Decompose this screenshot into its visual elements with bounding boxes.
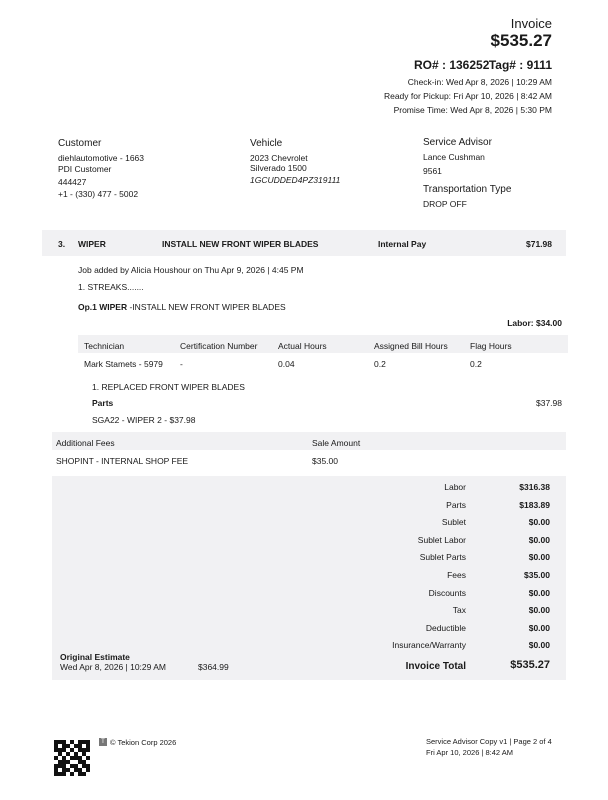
totals-value: $0.00: [528, 622, 550, 633]
totals-value: $0.00: [528, 534, 550, 545]
tekion-logo-icon: T: [99, 738, 107, 746]
fees-header-band: [52, 432, 566, 450]
totals-label: Insurance/Warranty: [392, 640, 466, 651]
fees-heading: Additional Fees: [56, 438, 115, 448]
advisor-name: Lance Cushman: [423, 152, 485, 162]
fees-amount-heading: Sale Amount: [312, 438, 361, 448]
totals-label: Parts: [446, 499, 466, 510]
vehicle-year-make: 2023 Chevrolet: [250, 153, 308, 163]
footer-copyright: © Tekion Corp 2026: [110, 738, 177, 747]
totals-value: $183.89: [519, 499, 550, 510]
promise-time: Promise Time: Wed Apr 8, 2026 | 5:30 PM: [393, 105, 552, 115]
vehicle-heading: Vehicle: [250, 138, 283, 149]
totals-panel: [52, 476, 566, 680]
td-actual-hours: 0.04: [278, 359, 295, 369]
totals-label: Fees: [447, 570, 466, 580]
totals-value: $316.38: [519, 482, 550, 492]
totals-value: $0.00: [528, 552, 550, 563]
totals-value: $0.00: [528, 605, 550, 616]
operation-code: Op.1 WIPER: [78, 302, 128, 312]
ro-number: RO# : 136252: [414, 58, 490, 72]
footer-copy-info: Service Advisor Copy v1 | Page 2 of 4: [426, 737, 552, 746]
advisor-heading: Service Advisor: [423, 137, 492, 148]
transport-type: DROP OFF: [423, 199, 467, 209]
ready-time: Ready for Pickup: Fri Apr 10, 2026 | 8:42 AM: [383, 91, 552, 101]
operation-line: [78, 302, 286, 312]
totals-label: Sublet Labor: [417, 534, 466, 545]
job-description: INSTALL NEW FRONT WIPER BLADES: [162, 239, 319, 249]
job-pay-type: Internal Pay: [378, 239, 427, 249]
invoice-total-label: Invoice Total: [405, 661, 466, 672]
advisor-number: 9561: [423, 166, 442, 176]
job-added-by: Job added by Alicia Houshour on Thu Apr 9, 2026 | 4:45 PM: [78, 265, 304, 275]
parts-heading: Parts: [92, 398, 114, 408]
customer-id: 444427: [58, 177, 87, 187]
fee-amount: $35.00: [312, 456, 338, 466]
totals-label: Deductible: [425, 622, 466, 633]
parts-amount: $37.98: [536, 398, 562, 408]
fee-line: SHOPINT - INTERNAL SHOP FEE: [56, 456, 189, 466]
totals-label: Sublet Parts: [419, 552, 466, 563]
labor-amount: Labor: $34.00: [507, 318, 562, 328]
job-correction: 1. REPLACED FRONT WIPER BLADES: [92, 382, 245, 392]
totals-value: $0.00: [528, 517, 550, 528]
part-line: SGA22 - WIPER 2 - $37.98: [92, 415, 196, 425]
th-certification: Certification Number: [180, 341, 258, 351]
td-assigned-hours: 0.2: [374, 359, 386, 369]
estimate-date: Wed Apr 8, 2026 | 10:29 AM: [60, 662, 167, 672]
checkin-time: Check-in: Wed Apr 8, 2026 | 10:29 AM: [407, 77, 552, 87]
vehicle-vin: 1GCUDDED4PZ319111: [250, 175, 341, 185]
invoice-total-value: $535.27: [510, 659, 550, 671]
th-flag-hours: Flag Hours: [470, 341, 512, 351]
totals-label: Sublet: [441, 517, 466, 528]
customer-phone: +1 - (330) 477 - 5002: [58, 189, 139, 199]
customer-type: PDI Customer: [58, 164, 112, 174]
totals-label: Labor: [444, 482, 466, 492]
td-flag-hours: 0.2: [470, 359, 482, 369]
estimate-amount: $364.99: [198, 662, 229, 672]
customer-name: diehlautomotive - 1663: [58, 153, 145, 163]
customer-heading: Customer: [58, 138, 102, 149]
totals-label: Tax: [452, 605, 466, 616]
th-technician: Technician: [84, 341, 125, 351]
doc-title: Invoice: [510, 16, 552, 31]
operation-description: -INSTALL NEW FRONT WIPER BLADES: [127, 302, 286, 312]
footer-date: Fri Apr 10, 2026 | 8:42 AM: [426, 748, 513, 757]
qr-code-icon: [54, 740, 90, 776]
td-technician: Mark Stamets - 5979: [84, 359, 163, 369]
job-number: 3.: [58, 239, 66, 249]
job-amount: $71.98: [526, 239, 552, 249]
totals-value: $35.00: [524, 570, 550, 580]
transport-heading: Transportation Type: [423, 184, 512, 195]
job-code: WIPER: [78, 239, 106, 249]
th-actual-hours: Actual Hours: [278, 341, 327, 351]
totals-value: $0.00: [528, 640, 550, 651]
header-total: $535.27: [490, 31, 552, 50]
td-certification: -: [180, 359, 183, 369]
estimate-heading: Original Estimate: [60, 652, 130, 662]
tag-number: Tag# : 9111: [488, 58, 552, 72]
totals-value: $0.00: [528, 587, 550, 598]
job-concern: 1. STREAKS.......: [78, 282, 144, 292]
vehicle-model: Silverado 1500: [250, 163, 307, 173]
totals-label: Discounts: [428, 587, 466, 598]
th-assigned-hours: Assigned Bill Hours: [374, 341, 448, 351]
